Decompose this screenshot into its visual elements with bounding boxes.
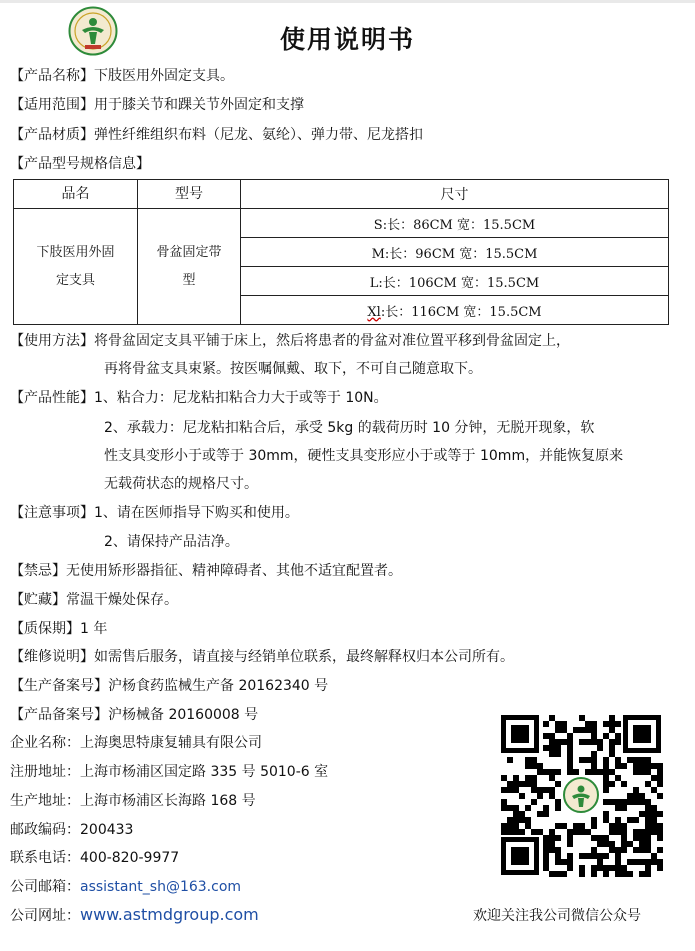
performance-2-cont-2: 无载荷状态的规格尺寸。 bbox=[104, 476, 258, 492]
registered-address-label: 注册地址： bbox=[10, 764, 80, 780]
phone-label: 联系电话： bbox=[10, 850, 80, 866]
warranty: 【质保期】1 年 bbox=[10, 621, 108, 637]
phone-value: 400-820-9977 bbox=[80, 850, 180, 866]
qr-finder-top-right bbox=[623, 715, 661, 753]
product-material: 【产品材质】弹性纤维组织布料（尼龙、氨纶）、弹力带、尼龙搭扣 bbox=[10, 127, 423, 143]
email-label: 公司邮箱： bbox=[10, 879, 80, 895]
size-m bbox=[241, 238, 669, 267]
performance-2: 2、承载力：尼龙粘扣粘合后，承受 5kg 的载荷历时 10 分钟，无脱开现象，软 bbox=[104, 420, 595, 436]
storage: 【贮藏】常温干燥处保存。 bbox=[10, 592, 178, 608]
product-name-line-2: 定支具 bbox=[55, 272, 95, 288]
email bbox=[10, 877, 241, 897]
postal-code-label: 邮政编码： bbox=[10, 822, 80, 838]
postal-code bbox=[10, 820, 133, 840]
size-xl-label: Xl bbox=[367, 304, 381, 320]
header-model: 型号 bbox=[138, 180, 241, 209]
spec-table-header-row bbox=[14, 180, 669, 209]
scope-of-use: 【适用范围】用于膝关节和踝关节外固定和支撑 bbox=[10, 97, 304, 113]
phone bbox=[10, 848, 179, 868]
document-title: 使用说明书 bbox=[279, 25, 415, 54]
company-name bbox=[10, 733, 262, 753]
wechat-qr-code bbox=[499, 713, 663, 877]
production-address-value: 上海市杨浦区长海路 168 号 bbox=[80, 793, 256, 809]
qr-caption: 欢迎关注我公司微信公众号 bbox=[473, 908, 641, 924]
production-address-label: 生产地址： bbox=[10, 793, 80, 809]
header-size: 尺寸 bbox=[241, 180, 669, 209]
size-l bbox=[241, 267, 669, 296]
usage-method-cont: 再将骨盆支具束紧。按医嘱佩戴、取下，不可自己随意取下。 bbox=[104, 361, 482, 377]
table-row bbox=[14, 209, 669, 238]
size-xl bbox=[241, 296, 669, 325]
spec-heading: 【产品型号规格信息】 bbox=[10, 156, 150, 172]
size-l-label: L bbox=[369, 275, 379, 291]
company-name-value: 上海奥思特康复辅具有限公司 bbox=[80, 735, 262, 751]
website bbox=[10, 905, 259, 926]
website-label: 公司网址： bbox=[10, 908, 80, 924]
cell-product-name bbox=[14, 209, 138, 325]
product-name: 【产品名称】下肢医用外固定支具。 bbox=[10, 68, 234, 84]
registered-address bbox=[10, 762, 328, 782]
size-s-label: S bbox=[373, 217, 383, 233]
size-s bbox=[241, 209, 669, 238]
website-link[interactable]: www.astmdgroup.com bbox=[80, 905, 259, 924]
size-m-text: :长：96CM 宽：15.5CM bbox=[384, 246, 538, 262]
size-l-text: :长：106CM 宽：15.5CM bbox=[378, 275, 540, 291]
qr-finder-top-left bbox=[501, 715, 539, 753]
company-name-label: 企业名称： bbox=[10, 735, 80, 751]
product-name-line-1: 下肢医用外固 bbox=[36, 244, 115, 260]
performance-1: 【产品性能】1、粘合力：尼龙粘扣粘合力大于或等于 10N。 bbox=[10, 390, 388, 406]
production-address bbox=[10, 791, 256, 811]
product-record: 【产品备案号】沪杨械备 20160008 号 bbox=[10, 707, 259, 723]
header-product-name: 品名 bbox=[14, 180, 138, 209]
qr-center-logo bbox=[561, 775, 601, 815]
performance-2-cont: 性支具变形小于或等于 30mm，硬性支具变形应小于或等于 10mm，并能恢复原来 bbox=[104, 448, 624, 464]
notes-2: 2、请保持产品洁净。 bbox=[104, 534, 239, 550]
repair-info: 【维修说明】如需售后服务，请直接与经销单位联系，最终解释权归本公司所有。 bbox=[10, 649, 514, 665]
size-xl-text: :长：116CM 宽：15.5CM bbox=[380, 304, 542, 320]
postal-code-value: 200433 bbox=[80, 822, 134, 838]
production-record: 【生产备案号】沪杨食药监械生产备 20162340 号 bbox=[10, 678, 329, 694]
model-line-1: 骨盆固定带 bbox=[156, 244, 222, 260]
usage-method: 【使用方法】将骨盆固定支具平铺于床上，然后将患者的骨盆对准位置平移到骨盆固定上， bbox=[10, 333, 570, 349]
contraindication: 【禁忌】无使用矫形器指征、精神障碍者、其他不适宜配置者。 bbox=[10, 563, 402, 579]
top-edge-strip bbox=[0, 0, 695, 3]
size-m-label: M bbox=[371, 246, 385, 262]
qr-finder-bottom-left bbox=[501, 837, 539, 875]
spec-table bbox=[13, 179, 669, 325]
email-link[interactable]: assistant_sh@163.com bbox=[80, 879, 242, 895]
model-line-2: 型 bbox=[182, 272, 196, 288]
cell-model bbox=[138, 209, 241, 325]
registered-address-value: 上海市杨浦区国定路 335 号 5010-6 室 bbox=[80, 764, 329, 780]
notes-1: 【注意事项】1、请在医师指导下购买和使用。 bbox=[10, 505, 299, 521]
size-s-text: :长：86CM 宽：15.5CM bbox=[382, 217, 536, 233]
